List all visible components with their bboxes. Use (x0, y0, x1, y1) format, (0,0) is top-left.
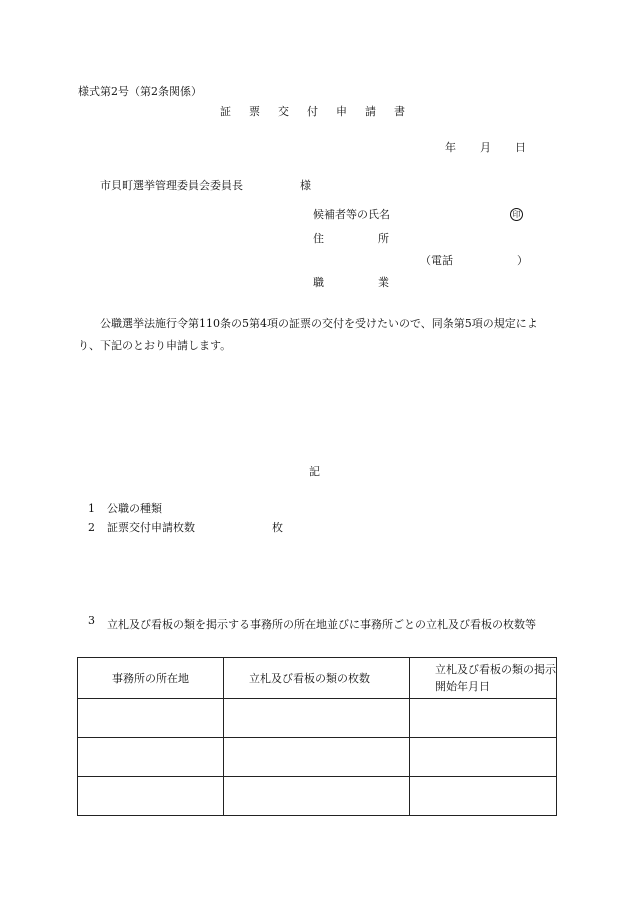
table-cell[interactable] (410, 777, 557, 816)
honorific: 様 (300, 179, 311, 192)
table-cell[interactable] (224, 738, 410, 777)
applicant-address-label: 住所 (313, 232, 443, 245)
table-row (78, 738, 557, 777)
item-2-unit: 枚 (272, 521, 283, 534)
applicant-phone-close: ） (517, 254, 528, 267)
applicant-occupation-label: 職業 (313, 276, 443, 289)
office-table (77, 657, 557, 816)
table-cell[interactable] (78, 699, 224, 738)
applicant-phone-label: （電話 (420, 254, 453, 267)
date-year: 年 (445, 141, 456, 154)
table-header-row (78, 658, 557, 699)
seal-icon: 印 (510, 208, 523, 221)
item-1-text: 公職の種類 (107, 502, 162, 515)
item-2-number: 2 (88, 521, 95, 534)
seal-mark (510, 208, 523, 221)
date-day: 日 (515, 141, 526, 154)
header-start-date: 立札及び看板の類の掲示開始年月日 (410, 658, 557, 699)
body-paragraph: 公職選挙法施行令第110条の5第4項の証票の交付を受けたいので、同条第5項の規定により、下記のとおり申請します。 (78, 317, 538, 352)
table-row (78, 699, 557, 738)
table-row (78, 777, 557, 816)
item-1-number: 1 (88, 502, 95, 515)
table-cell[interactable] (78, 738, 224, 777)
applicant-name-label: 候補者等の氏名 (313, 208, 390, 221)
addressee: 市貝町選挙管理委員会委員長 (100, 179, 243, 192)
item-3-text: 立札及び看板の類を掲示する事務所の所在地並びに事務所ごとの立札及び看板の枚数等 (107, 618, 536, 631)
form-title: 証票交付申請書 (220, 105, 423, 118)
header-sign-count: 立札及び看板の類の枚数 (224, 658, 410, 699)
table-cell[interactable] (224, 699, 410, 738)
ki-heading: 記 (309, 465, 320, 478)
form-number: 様式第2号（第2条関係） (78, 85, 202, 98)
header-office-location: 事務所の所在地 (78, 658, 224, 699)
table-cell[interactable] (410, 699, 557, 738)
item-2-text: 証票交付申請枚数 (107, 521, 195, 534)
item-3-number: 3 (88, 614, 95, 627)
table-cell[interactable] (78, 777, 224, 816)
date-month: 月 (480, 141, 491, 154)
table-cell[interactable] (224, 777, 410, 816)
table-cell[interactable] (410, 738, 557, 777)
